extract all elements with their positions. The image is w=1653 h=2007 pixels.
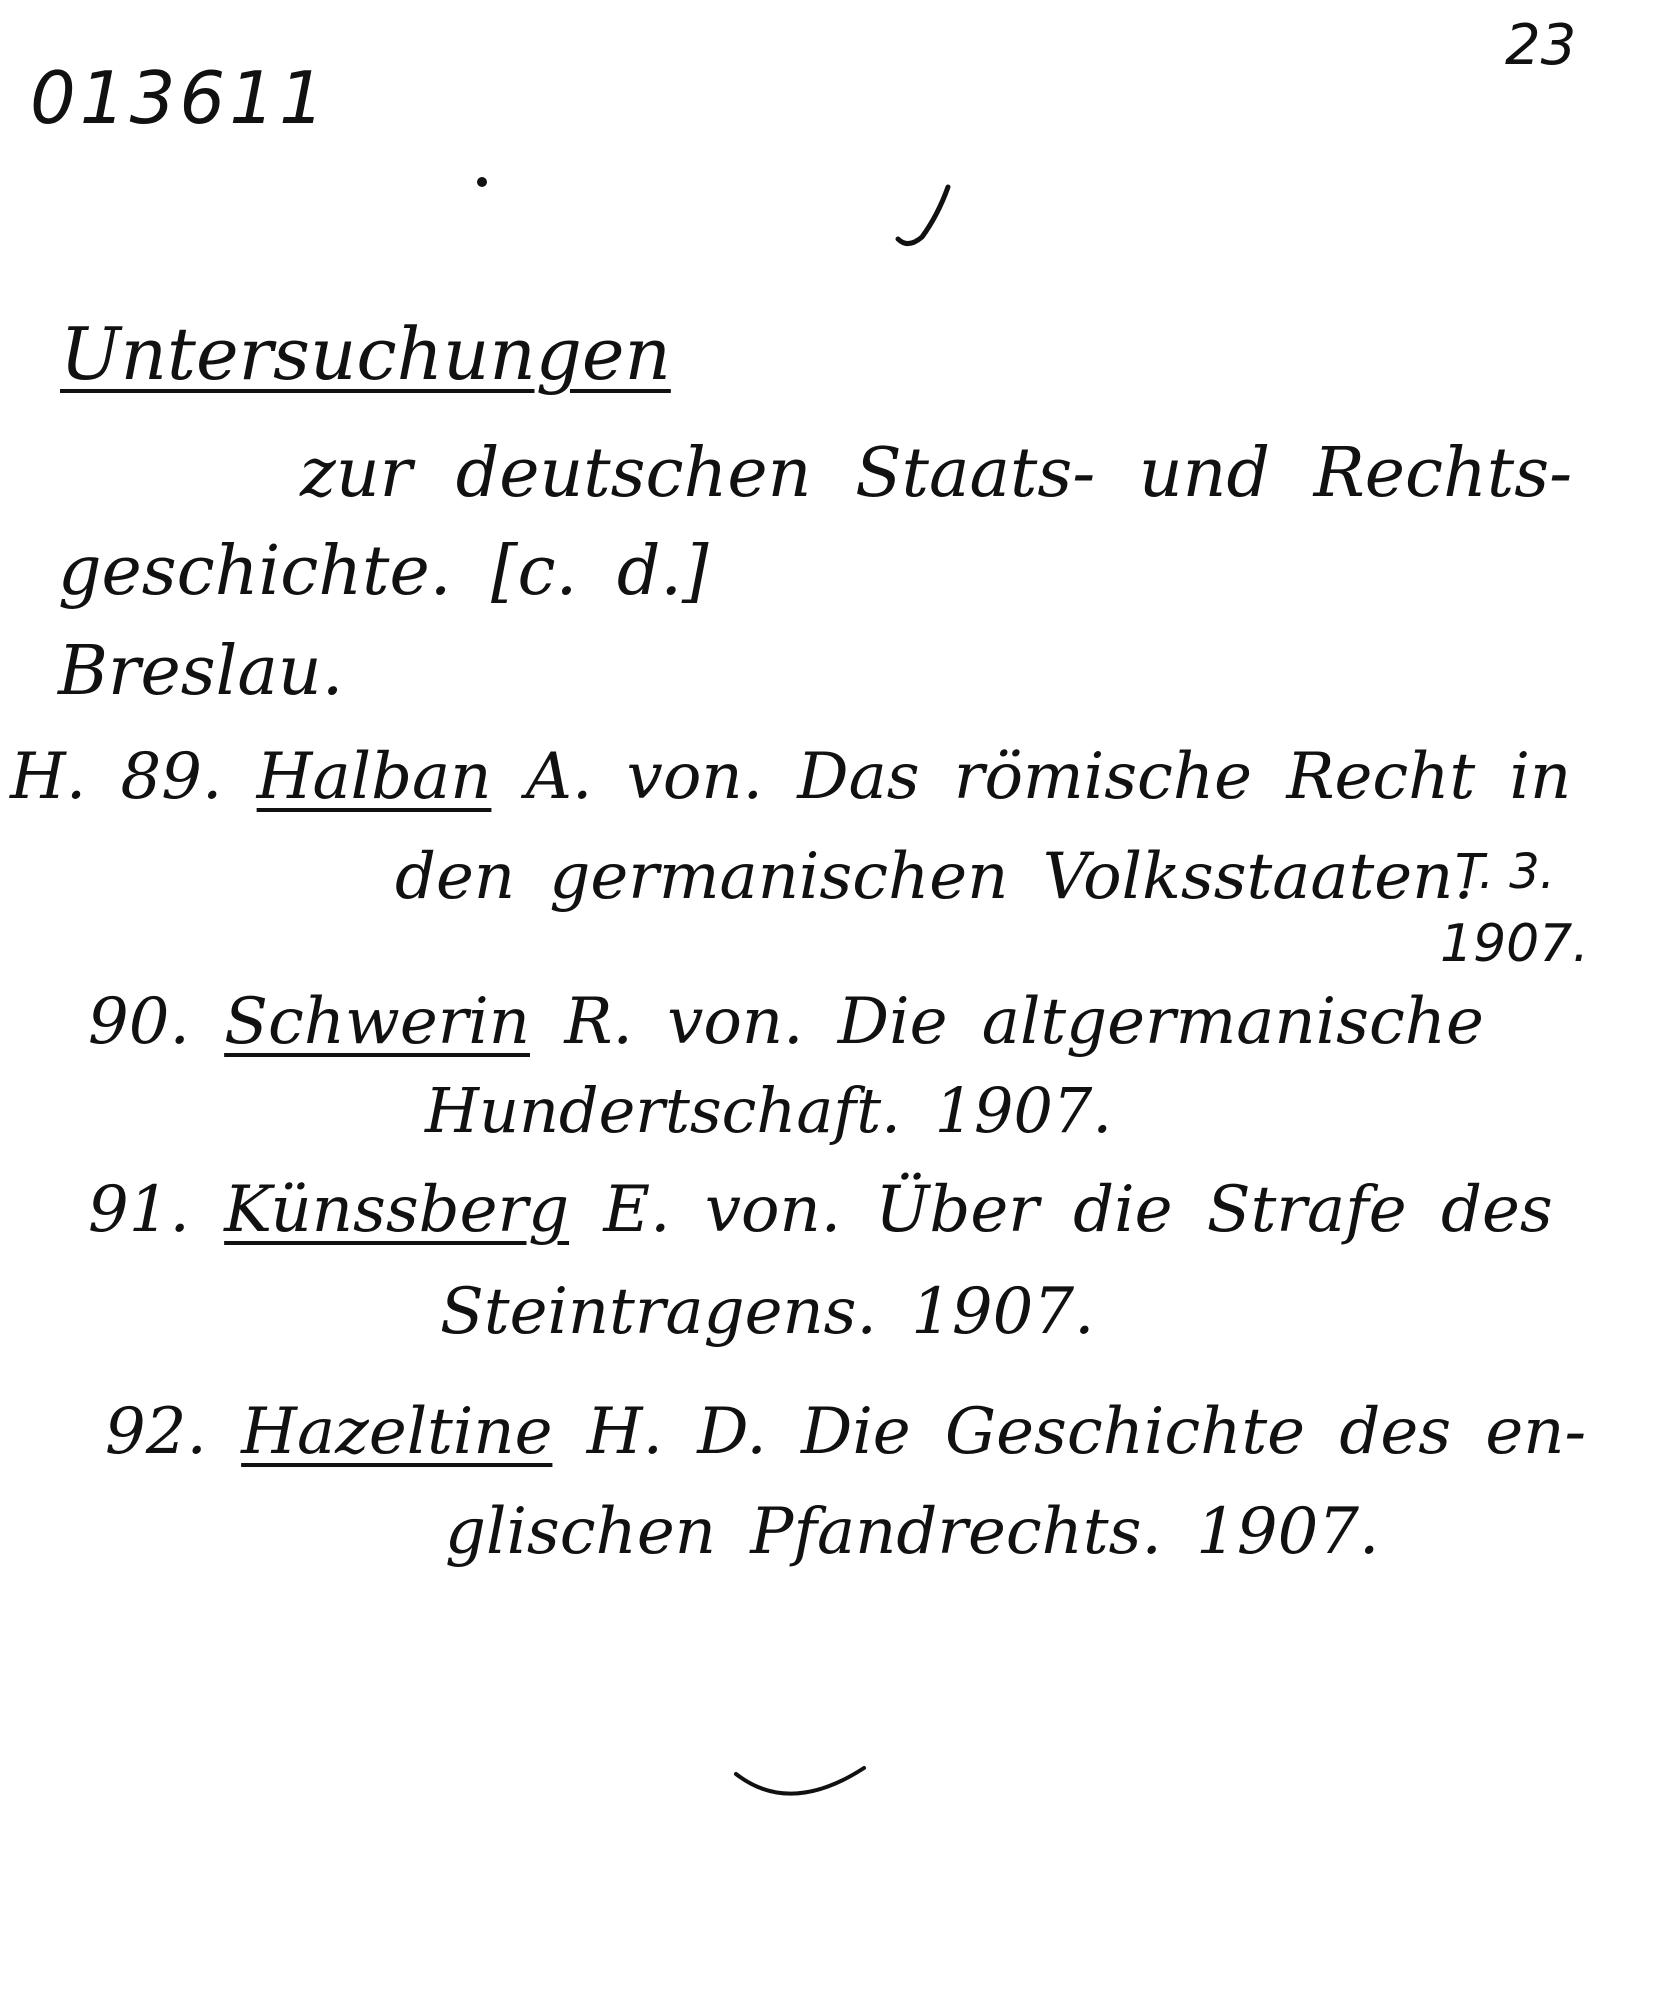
entry-90-line-2: Hundertschaft. 1907. [425, 1074, 1113, 1147]
entry-author: Halban [256, 740, 492, 814]
card-serial-number: 013611 [30, 56, 329, 140]
subtitle-line-1: zur deutschen Staats- und Rechts- [300, 434, 1573, 513]
page-number: 23 [1505, 13, 1577, 78]
entry-91-line-2: Steintragens. 1907. [440, 1275, 1095, 1349]
entry-92-line-1 [105, 1395, 1587, 1469]
entry-91-line-1 [88, 1173, 1553, 1247]
entry-number: 90. [88, 985, 190, 1059]
entry-89-line-2: den germanischen Volksstaaten. [395, 840, 1474, 914]
entry-text: A. von. Das römische Recht in [525, 740, 1572, 814]
check-mark-icon [890, 175, 960, 265]
entry-author: Künssberg [224, 1173, 570, 1247]
entry-number: H. 89. [10, 740, 223, 814]
entry-text: R. von. Die altgermanische [564, 985, 1484, 1059]
card-title: Untersuchungen [60, 312, 671, 396]
entry-number: 92. [105, 1395, 207, 1469]
ink-dot [470, 170, 494, 194]
entry-89-year: 1907. [1440, 914, 1589, 974]
entry-number: 91. [88, 1173, 190, 1247]
entry-92-line-2: glischen Pfandrechts. 1907. [445, 1495, 1380, 1569]
entry-89-line-1 [10, 740, 1572, 814]
entry-text: H. D. Die Geschichte des en- [586, 1395, 1587, 1469]
entry-author: Hazeltine [241, 1395, 553, 1469]
entry-89-volume: T. 3. [1455, 844, 1555, 900]
entry-author: Schwerin [224, 985, 530, 1059]
entry-90-line-1 [88, 985, 1484, 1059]
entry-text: E. von. Über die Strafe des [603, 1173, 1553, 1247]
subtitle-line-2: geschichte. [c. d.] [58, 532, 709, 611]
arc-mark-icon [730, 1760, 870, 1820]
publication-place: Breslau. [58, 632, 344, 711]
